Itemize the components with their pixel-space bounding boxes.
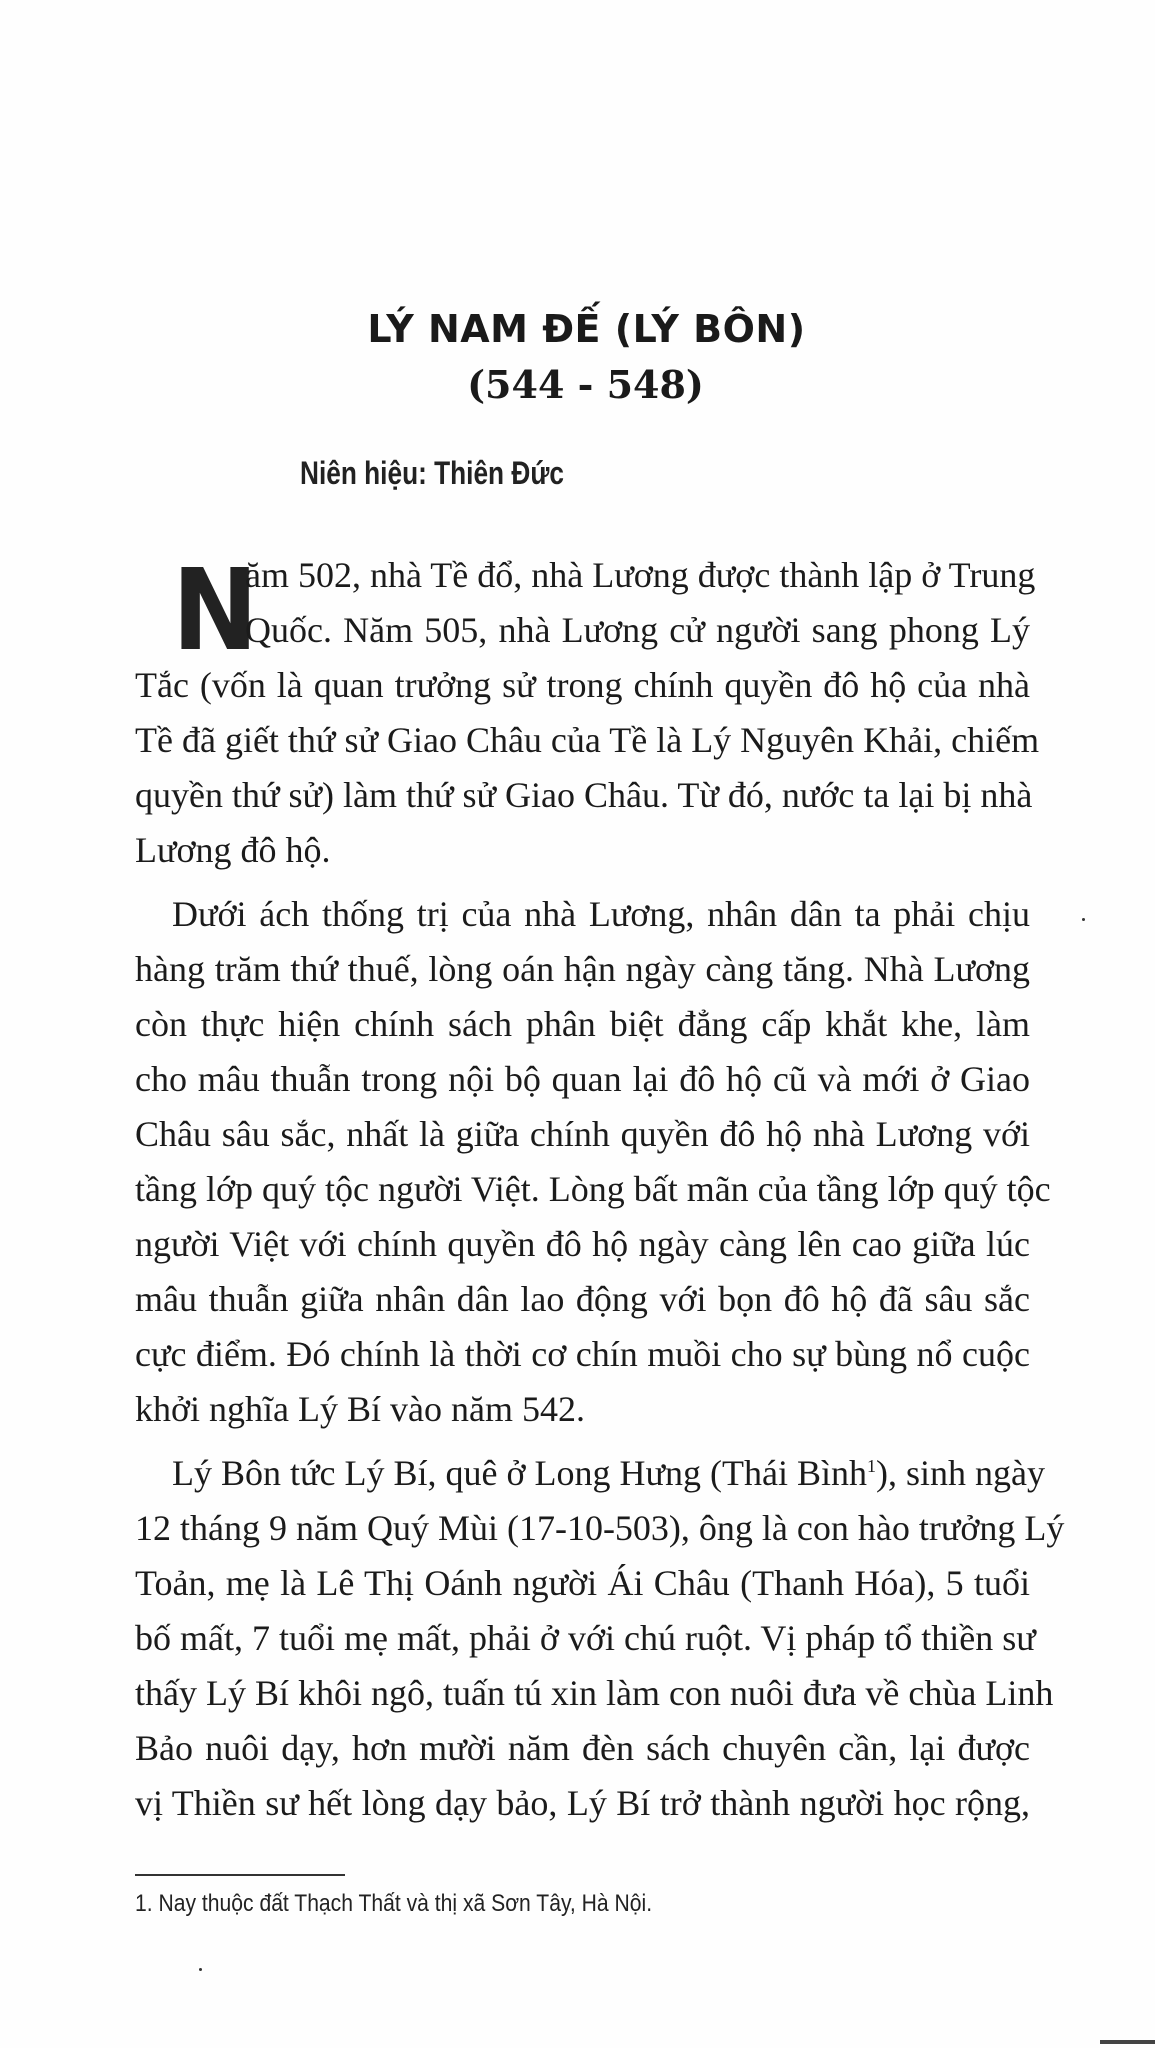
scan-edge-mark <box>1100 2040 1155 2044</box>
paragraph-1-line: Tề đã giết thứ sử Giao Châu của Tề là Lý Nguyên Khải, chiếm <box>135 720 1040 760</box>
paragraph-3-line: 12 tháng 9 năm Quý Mùi (17-10-503), ông là con hào trưởng Lý <box>135 1508 1065 1548</box>
paragraph-3-text: ), sinh ngày <box>876 1453 1045 1493</box>
paragraph-1-line: ăm 502, nhà Tề đổ, nhà Lương được thành lập ở Trung <box>245 555 1036 595</box>
paragraph-2-line: cực điểm. Đó chính là thời cơ chín muồi cho sự bùng nổ cuộc <box>135 1334 1030 1374</box>
paragraph-2-line: Dưới ách thống trị của nhà Lương, nhân dân ta phải chịu <box>172 894 1030 934</box>
paragraph-2-line: Châu sâu sắc, nhất là giữa chính quyền đô hộ nhà Lương với <box>135 1114 1030 1154</box>
footnote <box>135 1884 652 1924</box>
paragraph-3-line: bố mất, 7 tuổi mẹ mất, phải ở với chú ruột. Vị pháp tổ thiền sư <box>135 1618 1036 1658</box>
paragraph-3-line: Bảo nuôi dạy, hơn mười năm đèn sách chuyên cần, lại được <box>135 1728 1030 1768</box>
era-name: Niên hiệu: Thiên Đức <box>300 455 564 491</box>
paragraph-2-line: khởi nghĩa Lý Bí vào năm 542. <box>135 1389 585 1429</box>
footnote-number: 1. <box>135 1890 153 1917</box>
paragraph-1-line: quyền thứ sử) làm thứ sử Giao Châu. Từ đó, nước ta lại bị nhà <box>135 775 1033 815</box>
paragraph-2-line: mâu thuẫn giữa nhân dân lao động với bọn đô hộ đã sâu sắc <box>135 1279 1030 1319</box>
paragraph-2-line: cho mâu thuẫn trong nội bộ quan lại đô hộ cũ và mới ở Giao <box>135 1059 1030 1099</box>
scan-speck <box>199 1968 202 1971</box>
paragraph-3-text: Lý Bôn tức Lý Bí, quê ở Long Hưng (Thái Bình <box>172 1453 867 1493</box>
chapter-title: LÝ NAM ĐẾ (LÝ BÔN) <box>367 307 806 351</box>
paragraph-1-line: Tắc (vốn là quan trưởng sử trong chính quyền đô hộ của nhà <box>135 665 1030 705</box>
paragraph-3-line: Toản, mẹ là Lê Thị Oánh người Ái Châu (Thanh Hóa), 5 tuổi <box>135 1563 1030 1603</box>
reign-years: (544 - 548) <box>467 362 704 407</box>
paragraph-2-line: còn thực hiện chính sách phân biệt đẳng cấp khắt khe, làm <box>135 1004 1030 1044</box>
paragraph-2-line: người Việt với chính quyền đô hộ ngày càng lên cao giữa lúc <box>135 1224 1030 1264</box>
paragraph-2-line: tầng lớp quý tộc người Việt. Lòng bất mãn của tầng lớp quý tộc <box>135 1169 1051 1209</box>
paragraph-3-line: vị Thiền sư hết lòng dạy bảo, Lý Bí trở thành người học rộng, <box>135 1783 1030 1823</box>
scan-speck <box>1082 918 1085 921</box>
paragraph-3-line <box>172 1446 1045 1501</box>
drop-cap: N <box>172 546 259 676</box>
paragraph-2-line: hàng trăm thứ thuế, lòng oán hận ngày càng tăng. Nhà Lương <box>135 949 1030 989</box>
footnote-text: Nay thuộc đất Thạch Thất và thị xã Sơn Tây, Hà Nội. <box>158 1890 653 1917</box>
paragraph-3-line: thấy Lý Bí khôi ngô, tuấn tú xin làm con nuôi đưa về chùa Linh <box>135 1673 1054 1713</box>
paragraph-1-line: Lương đô hộ. <box>135 830 331 870</box>
footnote-divider <box>135 1874 345 1876</box>
footnote-ref[interactable]: 1 <box>867 1456 876 1476</box>
paragraph-1-line: Quốc. Năm 505, nhà Lương cử người sang phong Lý <box>245 610 1030 650</box>
